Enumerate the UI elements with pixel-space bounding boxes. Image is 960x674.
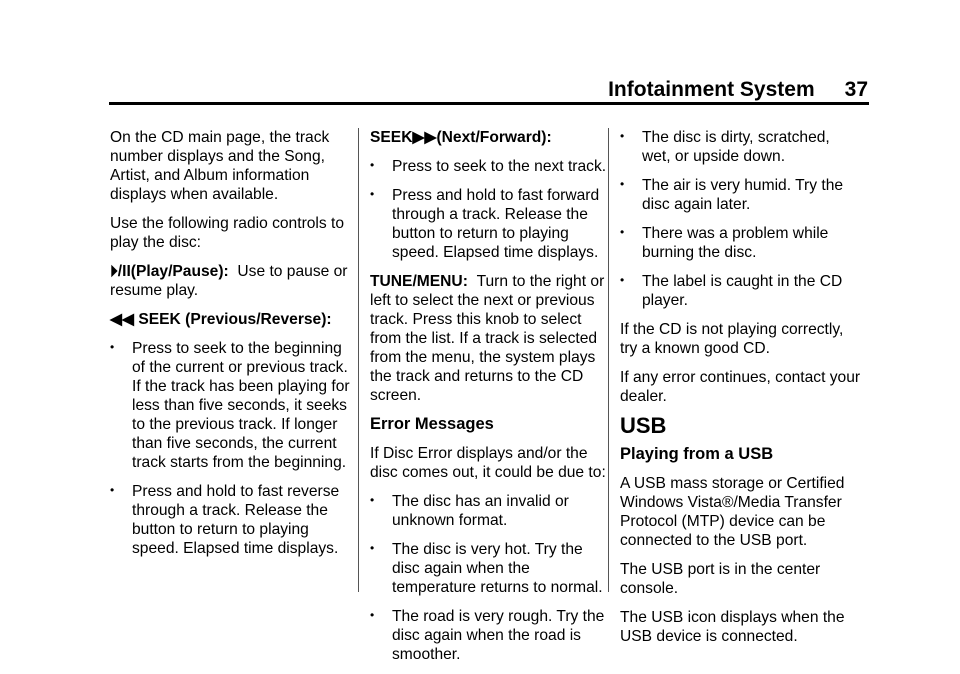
play-pause-label: (Play/Pause): bbox=[130, 263, 229, 280]
page-number: 37 bbox=[844, 78, 868, 101]
list-item bbox=[620, 224, 862, 262]
tune-menu-entry bbox=[370, 272, 612, 405]
usb-icon-text: The USB icon displays when the USB device is connected. bbox=[620, 609, 845, 645]
playing-usb-heading: Playing from a USB bbox=[620, 445, 774, 463]
tune-menu-desc: Turn to the right or left to select the next or previous track. Press this knob to select from the list. If a track is selected from the menu, the system plays the track and returns to the CD screen. bbox=[370, 273, 605, 404]
controls-intro: Use the following radio controls to play the disc: bbox=[110, 215, 345, 251]
list-item bbox=[110, 339, 352, 472]
list-item-text: Press to seek to the next track. bbox=[392, 158, 607, 175]
seek-next-heading bbox=[370, 128, 612, 147]
seek-forward-icon: ▶▶ bbox=[412, 129, 437, 146]
usb-heading: USB bbox=[620, 413, 667, 438]
bullet-icon: • bbox=[370, 158, 375, 172]
list-item bbox=[620, 272, 862, 310]
error-messages-heading: Error Messages bbox=[370, 415, 494, 433]
list-item-text: There was a problem while burning the disc. bbox=[642, 225, 829, 261]
cd-troubleshoot-text: If the CD is not playing correctly, try a known good CD. bbox=[620, 321, 844, 357]
seek-next-label: (Next/Forward): bbox=[436, 129, 552, 146]
bullet-icon: • bbox=[620, 177, 625, 191]
list-item bbox=[370, 540, 612, 597]
bullet-icon: • bbox=[370, 187, 375, 201]
list-item-text: The disc has an invalid or unknown format. bbox=[392, 493, 569, 529]
list-item bbox=[110, 482, 352, 558]
bullet-icon: • bbox=[370, 541, 375, 555]
cd-intro: On the CD main page, the track number displays and the Song, Artist, and Album information displays when available. bbox=[110, 129, 330, 203]
play-pause-entry bbox=[110, 262, 352, 300]
list-item bbox=[370, 157, 612, 176]
bullet-icon: • bbox=[620, 225, 625, 239]
bullet-icon: • bbox=[110, 340, 115, 354]
list-item-text: Press and hold to fast forward through a track. Release the button to return to playing speed. Elapsed time displays. bbox=[392, 187, 600, 261]
bullet-icon: • bbox=[370, 493, 375, 507]
list-item bbox=[370, 607, 612, 664]
seek-previous-label: SEEK (Previous/Reverse): bbox=[138, 311, 332, 328]
list-item bbox=[370, 186, 612, 262]
usb-port-text: The USB port is in the center console. bbox=[620, 561, 821, 597]
list-item-text: The road is very rough. Try the disc again when the road is smoother. bbox=[392, 608, 605, 663]
header-rule bbox=[109, 102, 869, 105]
column-divider bbox=[358, 128, 359, 592]
bullet-icon: • bbox=[620, 273, 625, 287]
seek-next-prefix: SEEK bbox=[370, 129, 413, 146]
list-item-text: The disc is very hot. Try the disc again when the temperature returns to normal. bbox=[392, 541, 603, 596]
seek-previous-heading bbox=[110, 310, 352, 329]
error-intro: If Disc Error displays and/or the disc comes out, it could be due to: bbox=[370, 445, 606, 481]
usb-devices-text: A USB mass storage or Certified Windows Vista®/Media Transfer Protocol (MTP) device can be connected to the USB port. bbox=[620, 475, 845, 549]
column-3 bbox=[620, 128, 862, 656]
play-pause-icon: ⏵/II bbox=[110, 263, 131, 280]
tune-menu-label: TUNE/MENU: bbox=[370, 273, 468, 290]
list-item-text: Press and hold to fast reverse through a track. Release the button to return to playing speed. Elapsed time displays. bbox=[132, 483, 340, 557]
list-item-text: Press to seek to the beginning of the current or previous track. If the track has been playing for less than five seconds, it seeks to the previous track. If longer than five seconds, the current track starts from the beginning. bbox=[132, 340, 350, 471]
list-item bbox=[620, 176, 862, 214]
play-pause-desc: Use to pause or resume play. bbox=[110, 263, 348, 299]
column-2 bbox=[370, 128, 612, 674]
list-item bbox=[370, 492, 612, 530]
list-item-text: The disc is dirty, scratched, wet, or upside down. bbox=[642, 129, 830, 165]
page-header bbox=[608, 78, 868, 102]
column-1 bbox=[110, 128, 352, 568]
section-title: Infotainment System bbox=[608, 78, 815, 101]
contact-dealer-text: If any error continues, contact your dealer. bbox=[620, 369, 861, 405]
list-item-text: The air is very humid. Try the disc again later. bbox=[642, 177, 844, 213]
bullet-icon: • bbox=[110, 483, 115, 497]
list-item bbox=[620, 128, 862, 166]
seek-reverse-icon: ◀◀ bbox=[110, 311, 134, 328]
bullet-icon: • bbox=[620, 129, 625, 143]
bullet-icon: • bbox=[370, 608, 375, 622]
list-item-text: The label is caught in the CD player. bbox=[642, 273, 843, 309]
